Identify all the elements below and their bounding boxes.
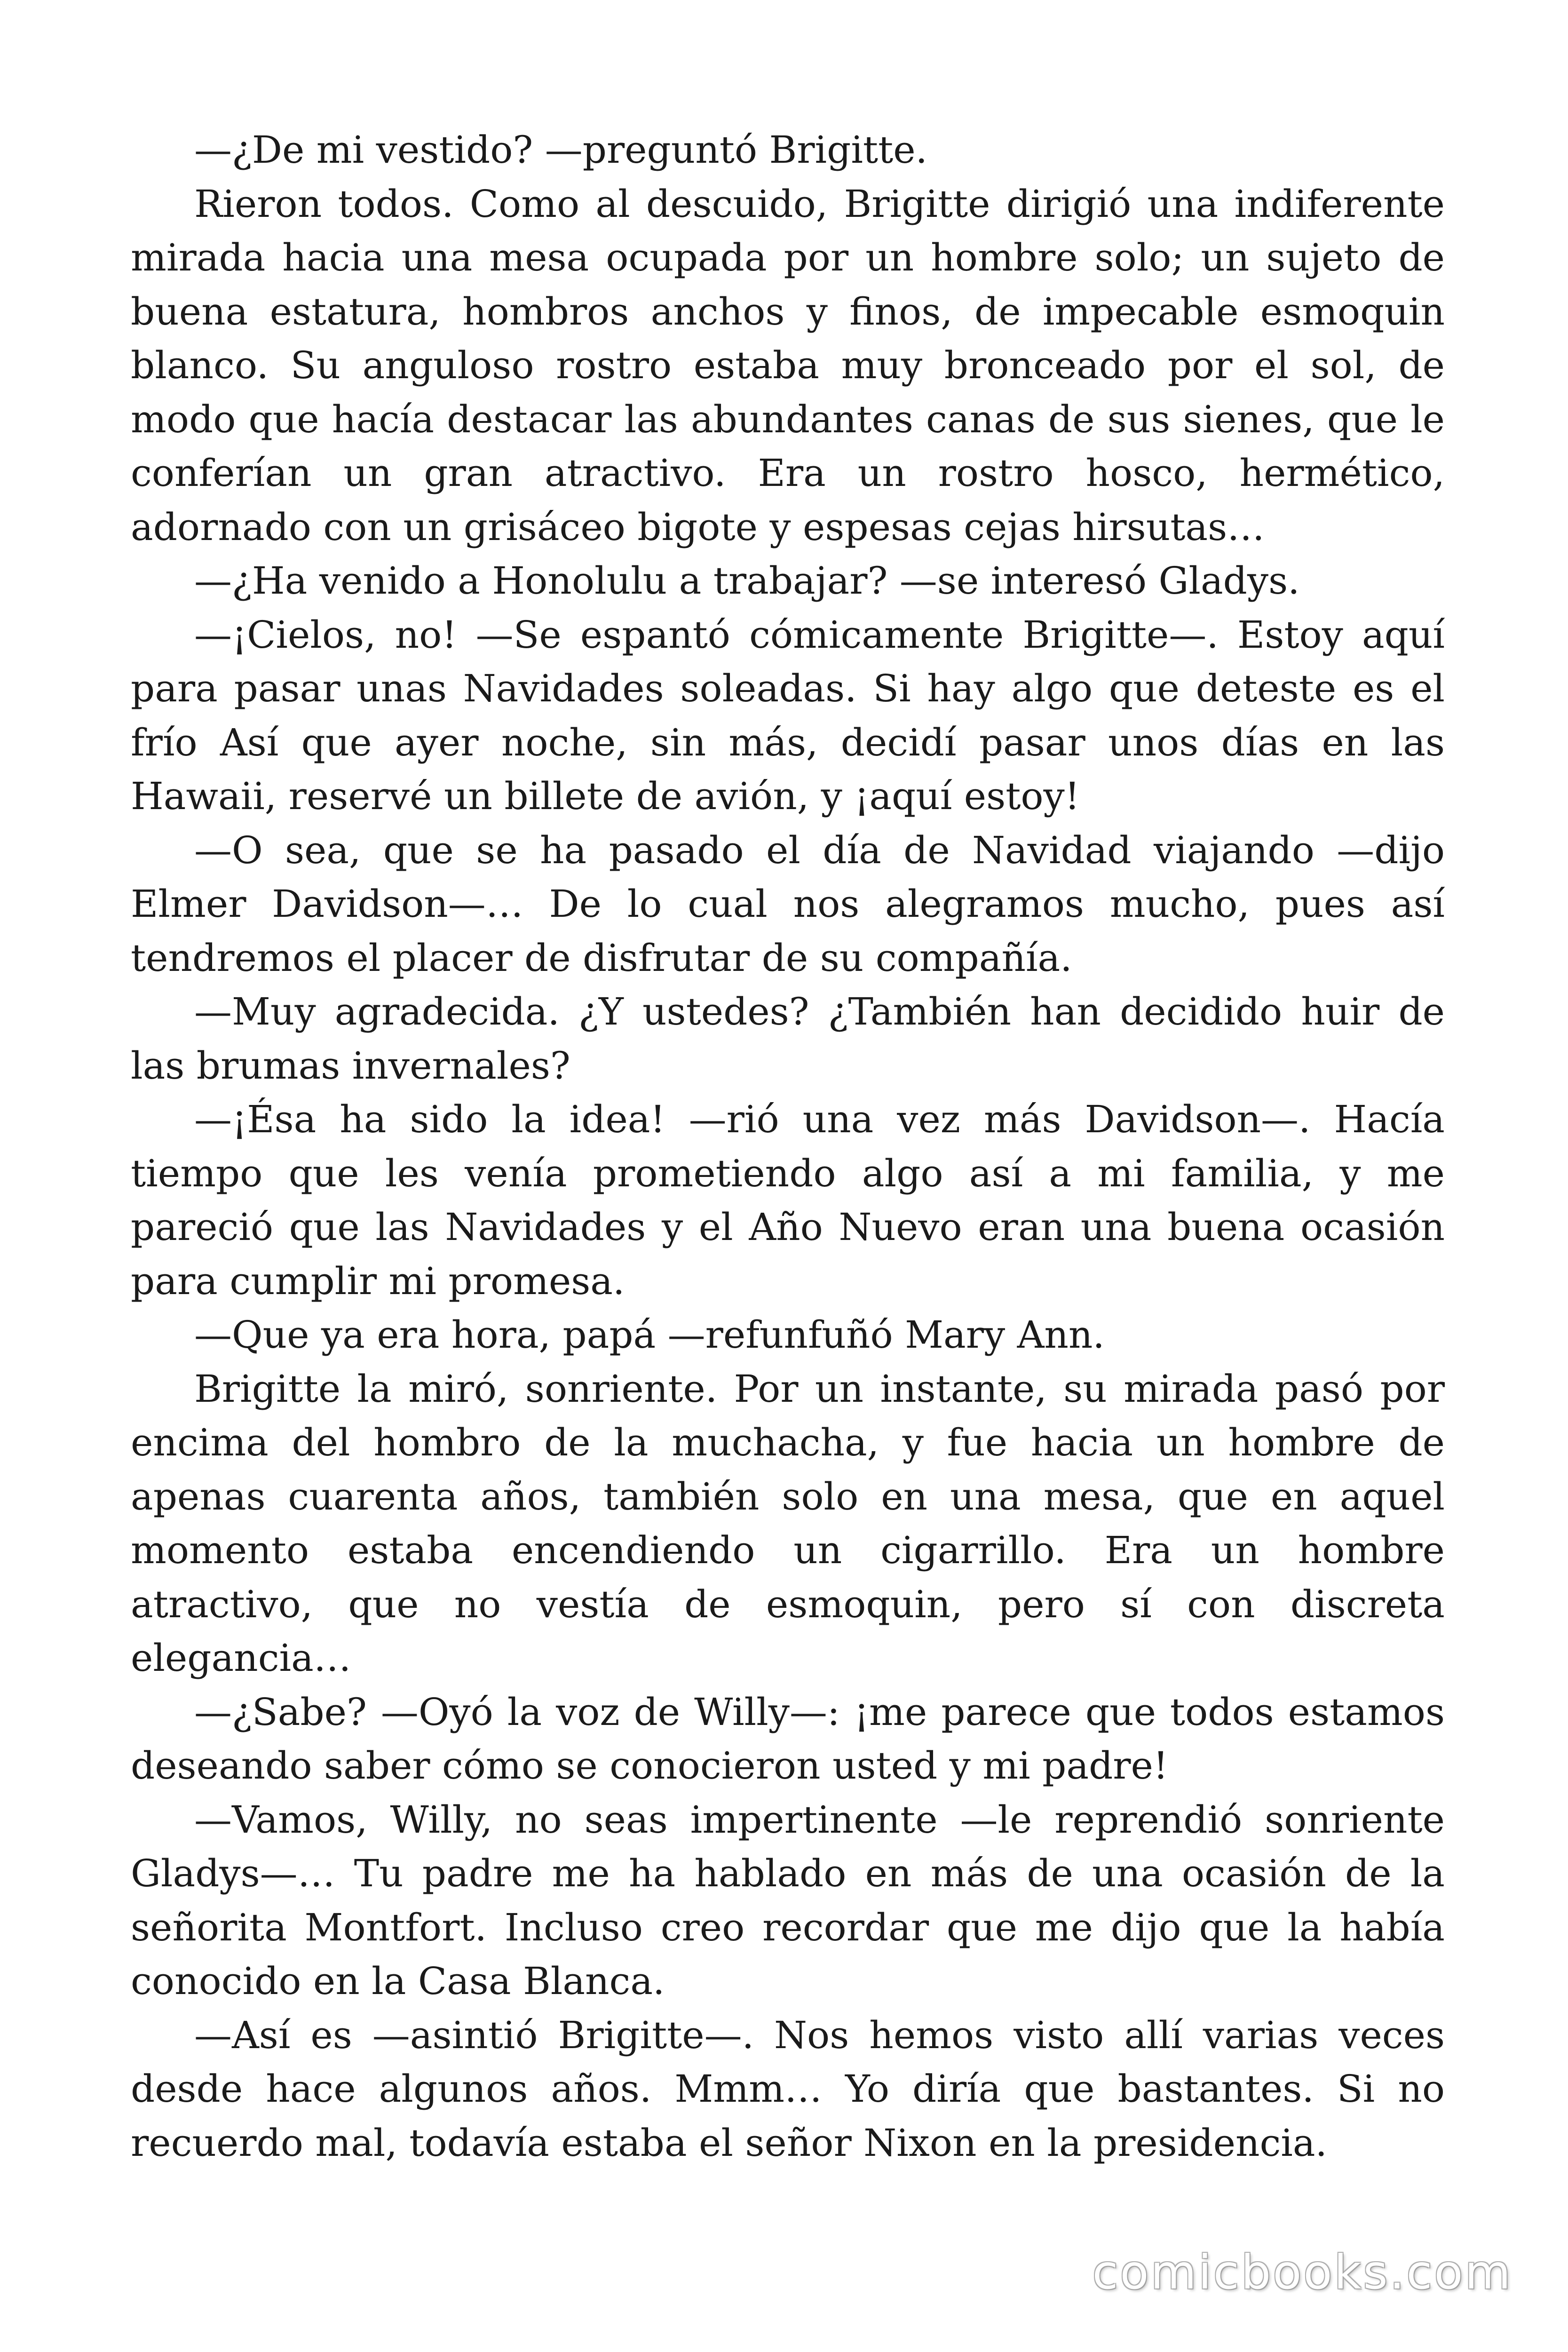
paragraph: Brigitte la miró, sonriente. Por un instante, su mirada pasó por encima del hombro de la muchacha, y fue hacia un hombre de apenas cuarenta años, también solo en una mesa, que en aquel momento estaba encendiendo un cigarrillo. Era un hombre atractivo, que no vestía de esmoquin, pero sí con discreta elegancia… [131,1367,1445,1680]
paragraph: —Muy agradecida. ¿Y ustedes? ¿También han decidido huir de las brumas invernales? [131,990,1445,1088]
paragraph: —¡Cielos, no! —Se espantó cómicamente Brigitte—. Estoy aquí para pasar unas Navidades soleadas. Si hay algo que deteste es el frío Así que ayer noche, sin más, decidí pasar unos días en las Hawaii, reservé un billete de avión, y ¡aquí estoy! [131,612,1445,818]
paragraph: —O sea, que se ha pasado el día de Navidad viajando —dijo Elmer Davidson—… De lo cual nos alegramos mucho, pues así tendremos el placer de disfrutar de su compañía. [131,828,1445,980]
paragraph: —¡Ésa ha sido la idea! —rió una vez más Davidson—. Hacía tiempo que les venía prometiendo algo así a mi familia, y me pareció que las Navidades y el Año Nuevo eran una buena ocasión para cumplir mi promesa. [131,1097,1445,1303]
paragraph: —Así es —asintió Brigitte—. Nos hemos visto allí varias veces desde hace algunos años. Mmm… Yo diría que bastantes. Si no recuerdo mal, todavía estaba el señor Nixon en la presidencia. [131,2013,1445,2165]
body-text [131,123,1445,2170]
watermark: comicbooks.com [1092,2245,1513,2300]
paragraph: —¿De mi vestido? —preguntó Brigitte. [194,128,927,172]
paragraph: —¿Ha venido a Honolulu a trabajar? —se interesó Gladys. [194,559,1300,603]
paragraph: —Que ya era hora, papá —refunfuñó Mary Ann. [194,1313,1105,1357]
paragraph: Rieron todos. Como al descuido, Brigitte dirigió una indiferente mirada hacia una mesa ocupada por un hombre solo; un sujeto de buena estatura, hombros anchos y finos, de impecable esmoquin blanco. Su anguloso rostro estaba muy bronceado por el sol, de modo que hacía destacar las abundantes canas de sus sienes, que le conferían un gran atractivo. Era un rostro hosco, hermético, adornado con un grisáceo bigote y espesas cejas hirsutas… [131,182,1445,549]
paragraph: —¿Sabe? —Oyó la voz de Willy—: ¡me parece que todos estamos deseando saber cómo se conocieron usted y mi padre! [131,1690,1445,1788]
paragraph: —Vamos, Willy, no seas impertinente —le reprendió sonriente Gladys—… Tu padre me ha hablado en más de una ocasión de la señorita Montfort. Incluso creo recordar que me dijo que la había conocido en la Casa Blanca. [131,1797,1445,2003]
